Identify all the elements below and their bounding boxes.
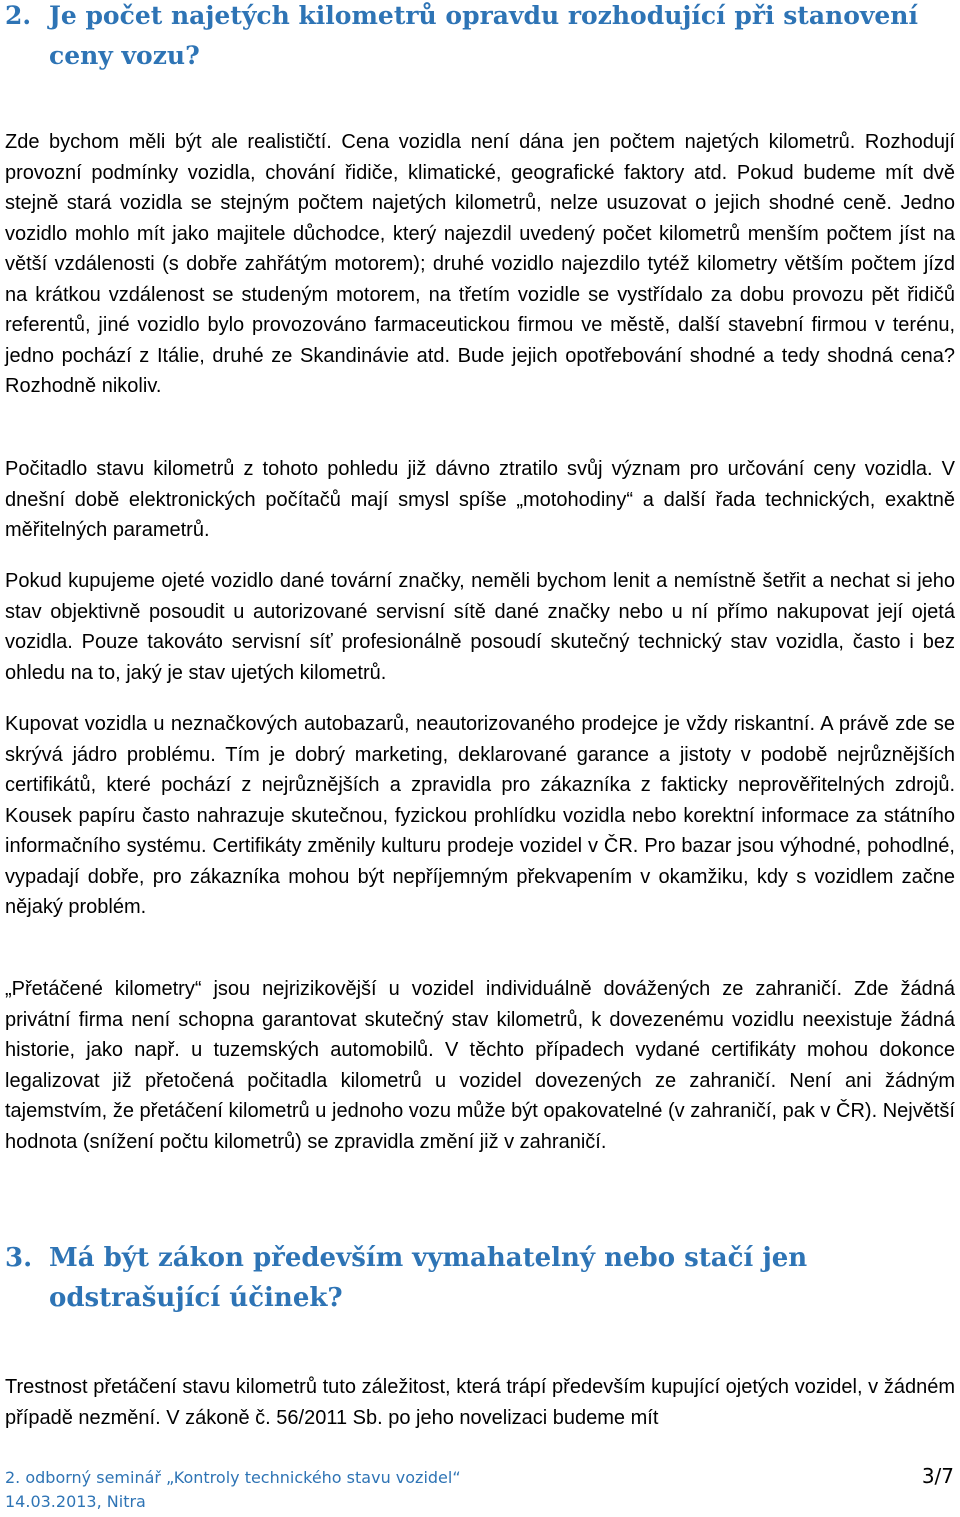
paragraph-law-enforcement: Trestnost přetáčení stavu kilometrů tuto záležitost, která trápí především kupující ojetých vozidel, v žádném případě nezmění. V zákoně č. 56/2011 Sb. po jeho novelizaci budeme mít: [5, 1376, 955, 1429]
footer-seminar-title: 2. odborný seminář „Kontroly technického stavu vozidel“: [5, 1468, 461, 1487]
page-footer: [5, 1466, 461, 1514]
section-3-number: 3.: [5, 1243, 33, 1273]
paragraph-mileage-price: Zde bychom měli být ale realističtí. Cena vozidla není dána jen počtem najetých kilometrů. Rozhodují provozní podmínky vozidla, chování řidiče, klimatické, geografické faktory atd. Pokud budeme mít dvě stejně stará vozidla se stejným počtem najetých kilometrů, nelze usuzovat o jejich shodné ceně. Jedno vozidlo mohlo mít jako majitele důchodce, který najezdil uvedený počet kilometrů menším počtem jíst na větší vzdálenosti (s dobře zahřátým motorem); druhé vozidlo najezdilo tytéž kilometry větším počtem jízd na krátkou vzdálenost se studeným motorem, na třetím vozidle se vystřídalo za dobu provozu pět řidičů referentů, jiné vozidlo bylo provozováno farmaceutickou firmou ve městě, další stavební firmou v terénu, jedno pochází z Itálie, druhé ze Skandinávie atd. Bude jejich opotřebování shodné a tedy shodná cena? Rozhodně nikoliv.: [5, 131, 955, 397]
section-2-number: 2.: [5, 1, 32, 30]
section-3-title: Má být zákon především vymahatelný nebo stačí jen odstrašující účinek?: [49, 1243, 808, 1313]
footer-date-place: 14.03.2013, Nitra: [5, 1492, 146, 1511]
paragraph-rolled-back-odometers: „Přetáčené kilometry“ jsou nejrizikovější u vozidel individuálně dovážených ze zahraničí. Zde žádná privátní firma není schopna garantovat skutečný stav kilometrů, k dovezenému vozidlu neexistuje žádná historie, jako např. u tuzemských automobilů. V těchto případech vydané certifikáty mohou dokonce legalizovat již přetočená počitadla kilometrů u vozidel dovezených ze zahraničí. Není ani žádným tajemstvím, že přetáčení kilometrů u jednoho vozu může být opakovatelné (v zahraničí, pak v ČR). Největší hodnota (snížení počtu kilometrů) se zpravidla změní již v zahraničí.: [5, 978, 955, 1153]
page-number: 3/7: [921, 1464, 954, 1488]
section-3-heading: [5, 1238, 950, 1318]
section-2-heading: [5, 0, 950, 76]
paragraph-unbranded-dealers: Kupovat vozidla u neznačkových autobazarů, neautorizovaného prodejce je vždy riskantní. A právě zde se skrývá jádro problému. Tím je dobrý marketing, deklarované garance a jistoty v podobě nejrůznějších certifikátů, které pochází z nejrůznějších a zpravidla pro zákazníka z fakticky neprověřitelných zdrojů. Kousek papíru často nahrazuje skutečnou, fyzickou prohlídku vozidla nebo korektní informace za státního informačního systému. Certifikáty změnily kulturu prodeje vozidel v ČR. Pro bazar jsou výhodné, pohodlné, vypadají dobře, pro zákazníka mohou být nepříjemným překvapením v okamžiku, kdy s vozidlem začne nějaký problém.: [5, 713, 955, 918]
paragraph-odometer-meaning: Počitadlo stavu kilometrů z tohoto pohledu již dávno ztratilo svůj význam pro určování ceny vozidla. V dnešní době elektronických počítačů mají smysl spíše „motohodiny“ a další řada technických, exaktně měřitelných parametrů.: [5, 458, 955, 541]
paragraph-authorized-dealer: Pokud kupujeme ojeté vozidlo dané tovární značky, neměli bychom lenit a nemístně šetřit a nechat si jeho stav objektivně posoudit u autorizované servisní sítě dané značky nebo u ní přímo nakupovat její ojetá vozidla. Pouze takováto servisní síť profesionálně posoudí skutečný technický stav vozidla, často i bez ohledu na to, jaký je stav ujetých kilometrů.: [5, 570, 955, 684]
section-2-title: Je počet najetých kilometrů opravdu rozhodující při stanovení ceny vozu?: [49, 1, 918, 70]
